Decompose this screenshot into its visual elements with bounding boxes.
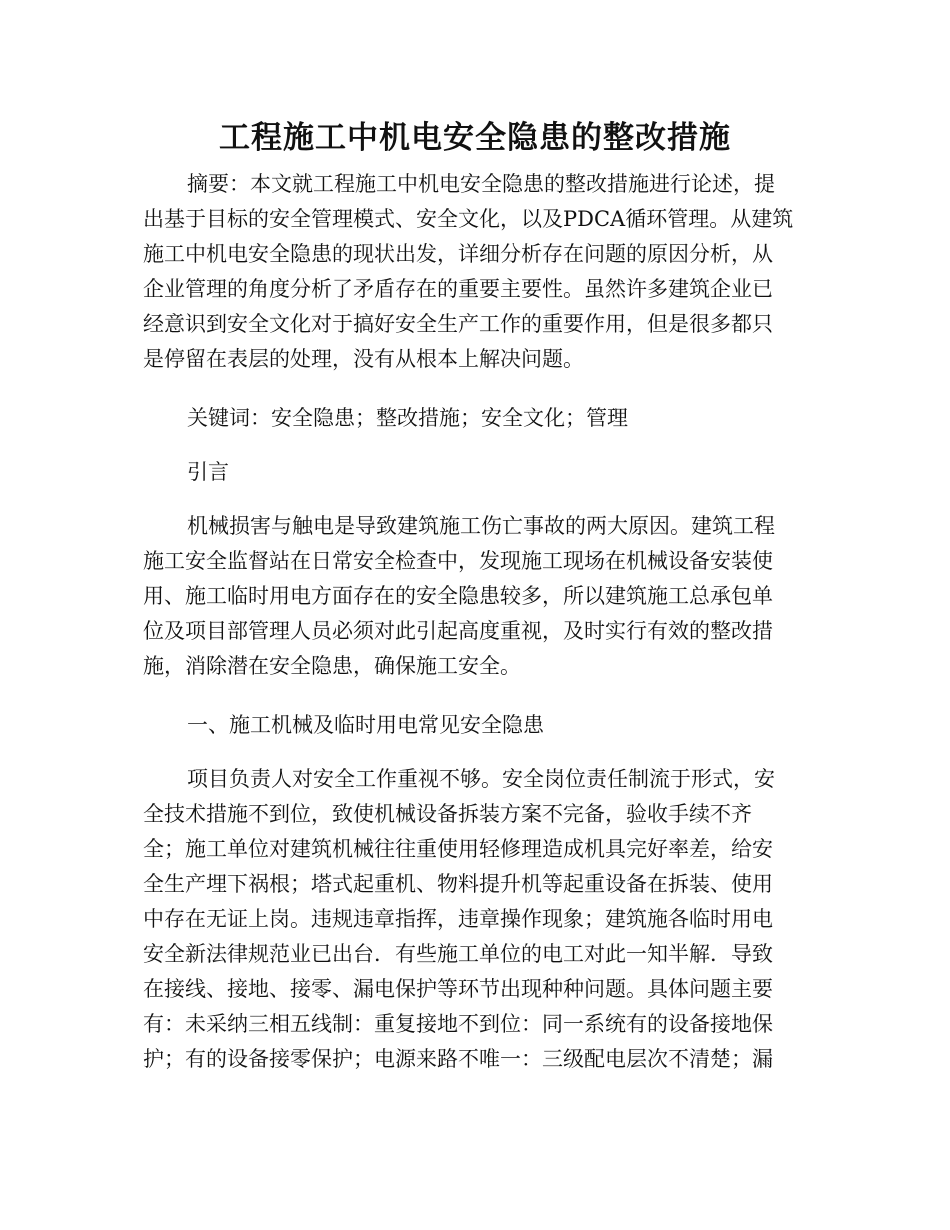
abstract-line: 经意识到安全文化对于搞好安全生产工作的重要作用，但是很多都只	[143, 312, 773, 336]
abstract-line: 出基于目标的安全管理模式、安全文化，以及PDCA循环管理。从建筑	[143, 207, 794, 231]
intro-line: 位及项目部管理人员必须对此引起高度重视，及时实行有效的整改措	[143, 619, 773, 643]
intro-line: 施，消除潜在安全隐患，确保施工安全。	[143, 654, 521, 678]
abstract-line: 是停留在表层的处理，没有从根本上解决问题。	[143, 347, 584, 371]
section1-line: 安全新法律规范业已出台．有些施工单位的电工对此一知半解．导致	[143, 942, 773, 966]
section1-line: 中存在无证上岗。违规违章指挥，违章操作现象；建筑施各临时用电	[143, 907, 773, 931]
intro-line: 用、施工临时用电方面存在的安全隐患较多，所以建筑施工总承包单	[143, 584, 773, 608]
section1-line: 护；有的设备接零保护；电源来路不唯一：三级配电层次不清楚；漏	[143, 1047, 773, 1071]
intro-heading: 引言	[187, 460, 229, 484]
intro-line: 机械损害与触电是导致建筑施工伤亡事故的两大原因。建筑工程	[187, 514, 775, 538]
section1-line: 项目负责人对安全工作重视不够。安全岗位责任制流于形式，安	[187, 767, 775, 791]
abstract-line: 施工中机电安全隐患的现状出发，详细分析存在问题的原因分析，从	[143, 242, 773, 266]
section1-heading: 一、施工机械及临时用电常见安全隐患	[187, 713, 544, 737]
abstract-line: 摘要：本文就工程施工中机电安全隐患的整改措施进行论述，提	[187, 172, 775, 196]
keywords-line: 关键词：安全隐患；整改措施；安全文化；管理	[187, 406, 628, 430]
section1-line: 全；施工单位对建筑机械往往重使用轻修理造成机具完好率差，给安	[143, 837, 773, 861]
section1-line: 全技术措施不到位，致使机械设备拆装方案不完备，验收手续不齐	[143, 802, 752, 826]
abstract-line: 企业管理的角度分析了矛盾存在的重要主要性。虽然许多建筑企业已	[143, 277, 773, 301]
section1-line: 在接线、接地、接零、漏电保护等环节出现种种问题。具体问题主要	[143, 977, 773, 1001]
document-title: 工程施工中机电安全隐患的整改措施	[219, 120, 731, 156]
section1-line: 有：未采纳三相五线制：重复接地不到位：同一系统有的设备接地保	[143, 1012, 773, 1036]
intro-line: 施工安全监督站在日常安全检查中，发现施工现场在机械设备安装使	[143, 549, 773, 573]
section1-line: 全生产埋下祸根；塔式起重机、物料提升机等起重设备在拆装、使用	[143, 872, 773, 896]
